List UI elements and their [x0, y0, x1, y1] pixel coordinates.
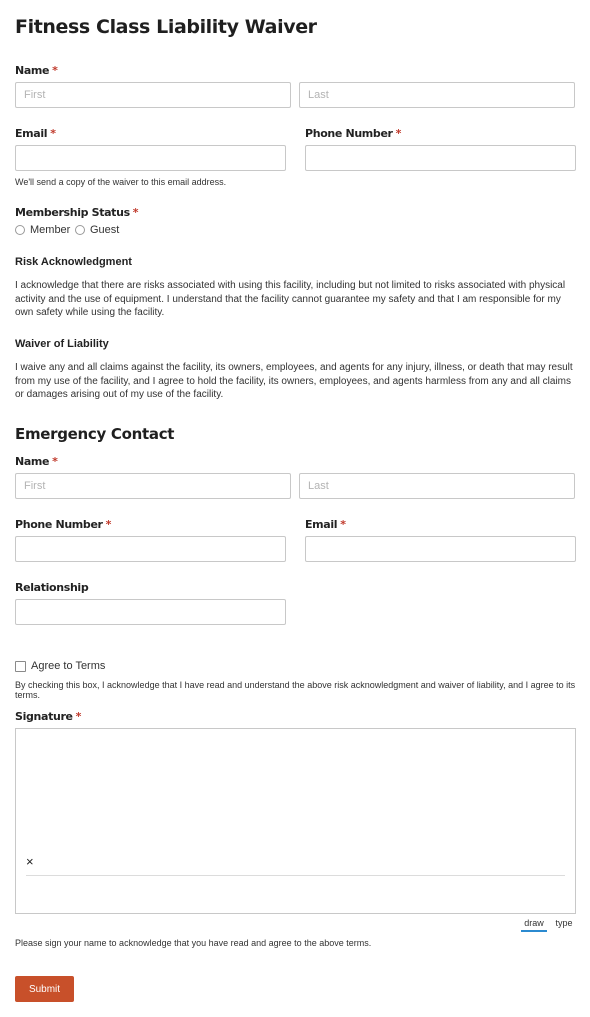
email-label [15, 127, 56, 140]
required-asterisk: * [52, 64, 58, 77]
email-helper-text: We'll send a copy of the waiver to this email address. [15, 177, 227, 187]
emergency-last-name-input[interactable] [299, 473, 575, 499]
required-asterisk: * [50, 127, 56, 140]
email-input[interactable] [15, 145, 286, 171]
membership-label-text: Membership Status [15, 206, 130, 219]
required-asterisk: * [340, 518, 346, 531]
emergency-name-label-text: Name [15, 455, 50, 468]
waiver-text: I waive any and all claims against the facility, its owners, employees, and agents for any injury, illness, or death that may result from my use of the facility, and I agree to hold the facility, its owners, employees, and agents harmless from any and all claims or damages arising out of my use of the facility. [15, 362, 573, 401]
x-mark-icon: × [26, 854, 34, 869]
risk-text: I acknowledge that there are risks associated with using this facility, including but not limited to risks associated with physical activity and the use of equipment. I understand that the facility cannot guarantee my safety and that I am responsible for my own safety while using the facility. [15, 280, 566, 319]
email-label-text: Email [15, 127, 48, 140]
emergency-phone-input[interactable] [15, 536, 286, 562]
name-label-text: Name [15, 64, 50, 77]
phone-label [305, 127, 401, 140]
member-radio[interactable] [15, 225, 25, 235]
required-asterisk: * [52, 455, 58, 468]
relationship-input[interactable] [15, 599, 286, 625]
required-asterisk: * [105, 518, 112, 531]
required-asterisk: * [75, 710, 82, 723]
submit-button[interactable]: Submit [15, 976, 74, 1002]
signature-tab-draw[interactable]: draw [521, 918, 547, 932]
signature-helper-text: Please sign your name to acknowledge that you have read and agree to the above terms. [15, 938, 372, 948]
emergency-email-label-text: Email [305, 518, 338, 531]
risk-heading: Risk Acknowledgment [15, 256, 132, 268]
first-name-input[interactable] [15, 82, 291, 108]
signature-label [15, 710, 81, 723]
form-title: Fitness Class Liability Waiver [15, 16, 317, 38]
emergency-first-name-input[interactable] [15, 473, 291, 499]
name-label [15, 64, 58, 77]
signature-line [26, 875, 565, 876]
member-radio-label[interactable]: Member [30, 224, 71, 236]
agree-terms-label[interactable]: Agree to Terms [31, 660, 106, 672]
signature-label-text: Signature [15, 710, 73, 723]
emergency-phone-label [15, 518, 111, 531]
emergency-contact-heading: Emergency Contact [15, 425, 175, 443]
required-asterisk: * [395, 127, 402, 140]
phone-label-text: Phone Number [305, 127, 393, 140]
terms-description: By checking this box, I acknowledge that I have read and understand the above risk acknowledgment and waiver of liability, and I agree to its terms. [15, 680, 576, 700]
emergency-phone-label-text: Phone Number [15, 518, 103, 531]
agree-terms-checkbox[interactable] [15, 661, 26, 672]
last-name-input[interactable] [299, 82, 575, 108]
signature-pad[interactable] [15, 728, 576, 914]
phone-input[interactable] [305, 145, 576, 171]
guest-radio-label[interactable]: Guest [90, 224, 120, 236]
relationship-label: Relationship [15, 581, 89, 594]
emergency-email-label [305, 518, 346, 531]
emergency-email-input[interactable] [305, 536, 576, 562]
required-asterisk: * [132, 206, 139, 219]
signature-tab-type[interactable]: type [555, 918, 573, 928]
emergency-name-label [15, 455, 58, 468]
guest-radio[interactable] [75, 225, 85, 235]
waiver-heading: Waiver of Liability [15, 338, 109, 350]
membership-label [15, 206, 138, 219]
